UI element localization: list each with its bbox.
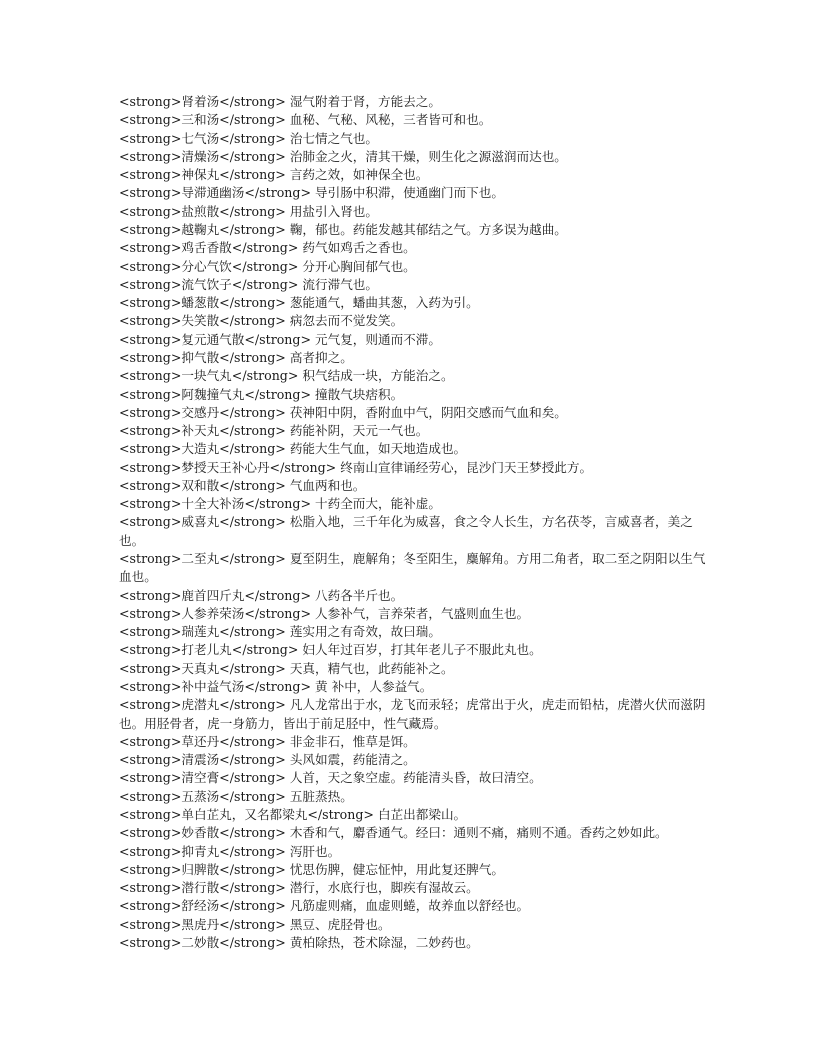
formula-entry: <strong>二至丸</strong> 夏至阴生，鹿解角；冬至阳生，麋解角。方用二角者，取二至之阴阳以生气血也。 [119, 551, 706, 585]
formula-entry: <strong>交感丹</strong> 茯神阳中阴，香附血中气，阴阳交感而气血和矣。 [119, 404, 567, 420]
formula-entry: <strong>七气汤</strong> 治七情之气也。 [119, 130, 378, 146]
formula-entry: <strong>清燥汤</strong> 治肺金之火，清其干燥，则生化之源滋润而达也。 [119, 148, 567, 164]
formula-entry: <strong>十全大补汤</strong> 十药全而大，能补虚。 [119, 496, 441, 512]
formula-entry: <strong>蟠葱散</strong> 葱能通气，蟠曲其葱，入药为引。 [119, 295, 479, 311]
formula-entry: <strong>天真丸</strong> 天真，精气也，此药能补之。 [119, 660, 454, 676]
formula-entry: <strong>补中益气汤</strong> 黄 补中，人参益气。 [119, 679, 433, 694]
formula-entry: <strong>失笑散</strong> 病忽去而不觉发笑。 [119, 313, 404, 329]
formula-entry: <strong>单白芷丸，又名都梁丸</strong> 白芷出都梁山。 [119, 806, 467, 822]
formula-entry: <strong>导滞通幽汤</strong> 导引肠中积滞，使通幽门而下也。 [119, 185, 504, 201]
formula-entry: <strong>虎潜丸</strong> 凡人龙常出于水，龙飞而汞轻；虎常出于火，虎走而铅枯，虎潜火伏而滋阴也。用胫骨者，虎一身筋力，皆出于前足胫中，性气藏焉。 [119, 697, 706, 731]
formula-entry: <strong>梦授天王补心丹</strong> 终南山宣律诵经劳心，昆沙门天王梦授此方。 [119, 459, 593, 475]
formula-entry: <strong>人参养荣汤</strong> 人参补气，言养荣者，气盛则血生也。 [119, 605, 530, 621]
formula-entry: <strong>流气饮子</strong> 流行滞气也。 [119, 276, 378, 292]
formula-entry: <strong>复元通气散</strong> 元气复，则通而不滞。 [119, 331, 441, 347]
formula-entry: <strong>盐煎散</strong> 用盐引入肾也。 [119, 203, 378, 219]
formula-entry: <strong>黑虎丹</strong> 黑豆、虎胫骨也。 [119, 916, 391, 932]
formula-entry: <strong>阿魏撞气丸</strong> 撞散气块痞积。 [119, 386, 404, 402]
formula-entry: <strong>归脾散</strong> 忧思伤脾，健忘怔忡，用此复还脾气。 [119, 861, 504, 877]
document-body [119, 93, 711, 952]
formula-entry: <strong>妙香散</strong> 木香和气，麝香通气。经曰：通则不痛，痛则不通。香药之妙如此。 [119, 825, 668, 841]
formula-entry: <strong>草还丹</strong> 非金非石，惟草是饵。 [119, 733, 416, 749]
formula-entry: <strong>双和散</strong> 气血两和也。 [119, 477, 366, 493]
formula-entry: <strong>五蒸汤</strong> 五脏蒸热。 [119, 788, 353, 804]
formula-entry: <strong>越鞠丸</strong> 鞠，郁也。药能发越其郁结之气。方多误为越曲。 [119, 221, 567, 237]
formula-entry: <strong>分心气饮</strong> 分开心胸间郁气也。 [119, 258, 416, 274]
formula-entry: <strong>打老儿丸</strong> 妇人年过百岁，打其年老儿子不服此丸也。 [119, 642, 542, 658]
formula-entry: <strong>肾着汤</strong> 湿气附着于肾，方能去之。 [119, 94, 441, 109]
formula-entry: <strong>一块气丸</strong> 积气结成一块，方能治之。 [119, 368, 454, 384]
formula-entry: <strong>二妙散</strong> 黄柏除热，苍术除湿，二妙药也。 [119, 934, 479, 950]
formula-entry: <strong>抑气散</strong> 高者抑之。 [119, 349, 353, 365]
formula-entry: <strong>清空膏</strong> 人首，天之象空虚。药能清头昏，故曰清空。 [119, 770, 542, 786]
formula-entry: <strong>神保丸</strong> 言药之效，如神保全也。 [119, 167, 429, 183]
formula-entry: <strong>抑青丸</strong> 泻肝也。 [119, 843, 341, 859]
formula-entry: <strong>舒经汤</strong> 凡筋虚则痛，血虚则蜷，故养血以舒经也。 [119, 898, 530, 914]
formula-entry: <strong>清震汤</strong> 头风如震，药能清之。 [119, 752, 416, 768]
formula-entry: <strong>瑞莲丸</strong> 莲实用之有奇效，故曰瑞。 [119, 624, 441, 640]
formula-entry: <strong>威喜丸</strong> 松脂入地，三千年化为威喜，食之令人长生，方名茯苓，言威喜者，美之也。 [119, 514, 693, 548]
formula-entry: <strong>大造丸</strong> 药能大生气血，如天地造成也。 [119, 441, 467, 457]
formula-entry: <strong>补天丸</strong> 药能补阴，天元一气也。 [119, 423, 429, 439]
formula-entry: <strong>潜行散</strong> 潜行，水底行也，脚疾有湿故云。 [119, 880, 479, 896]
formula-entry: <strong>三和汤</strong> 血秘、气秘、风秘，三者皆可和也。 [119, 112, 492, 128]
formula-entry: <strong>鸡舌香散</strong> 药气如鸡舌之香也。 [119, 240, 416, 256]
formula-entry: <strong>鹿首四斤丸</strong> 八药各半斤也。 [119, 587, 404, 603]
